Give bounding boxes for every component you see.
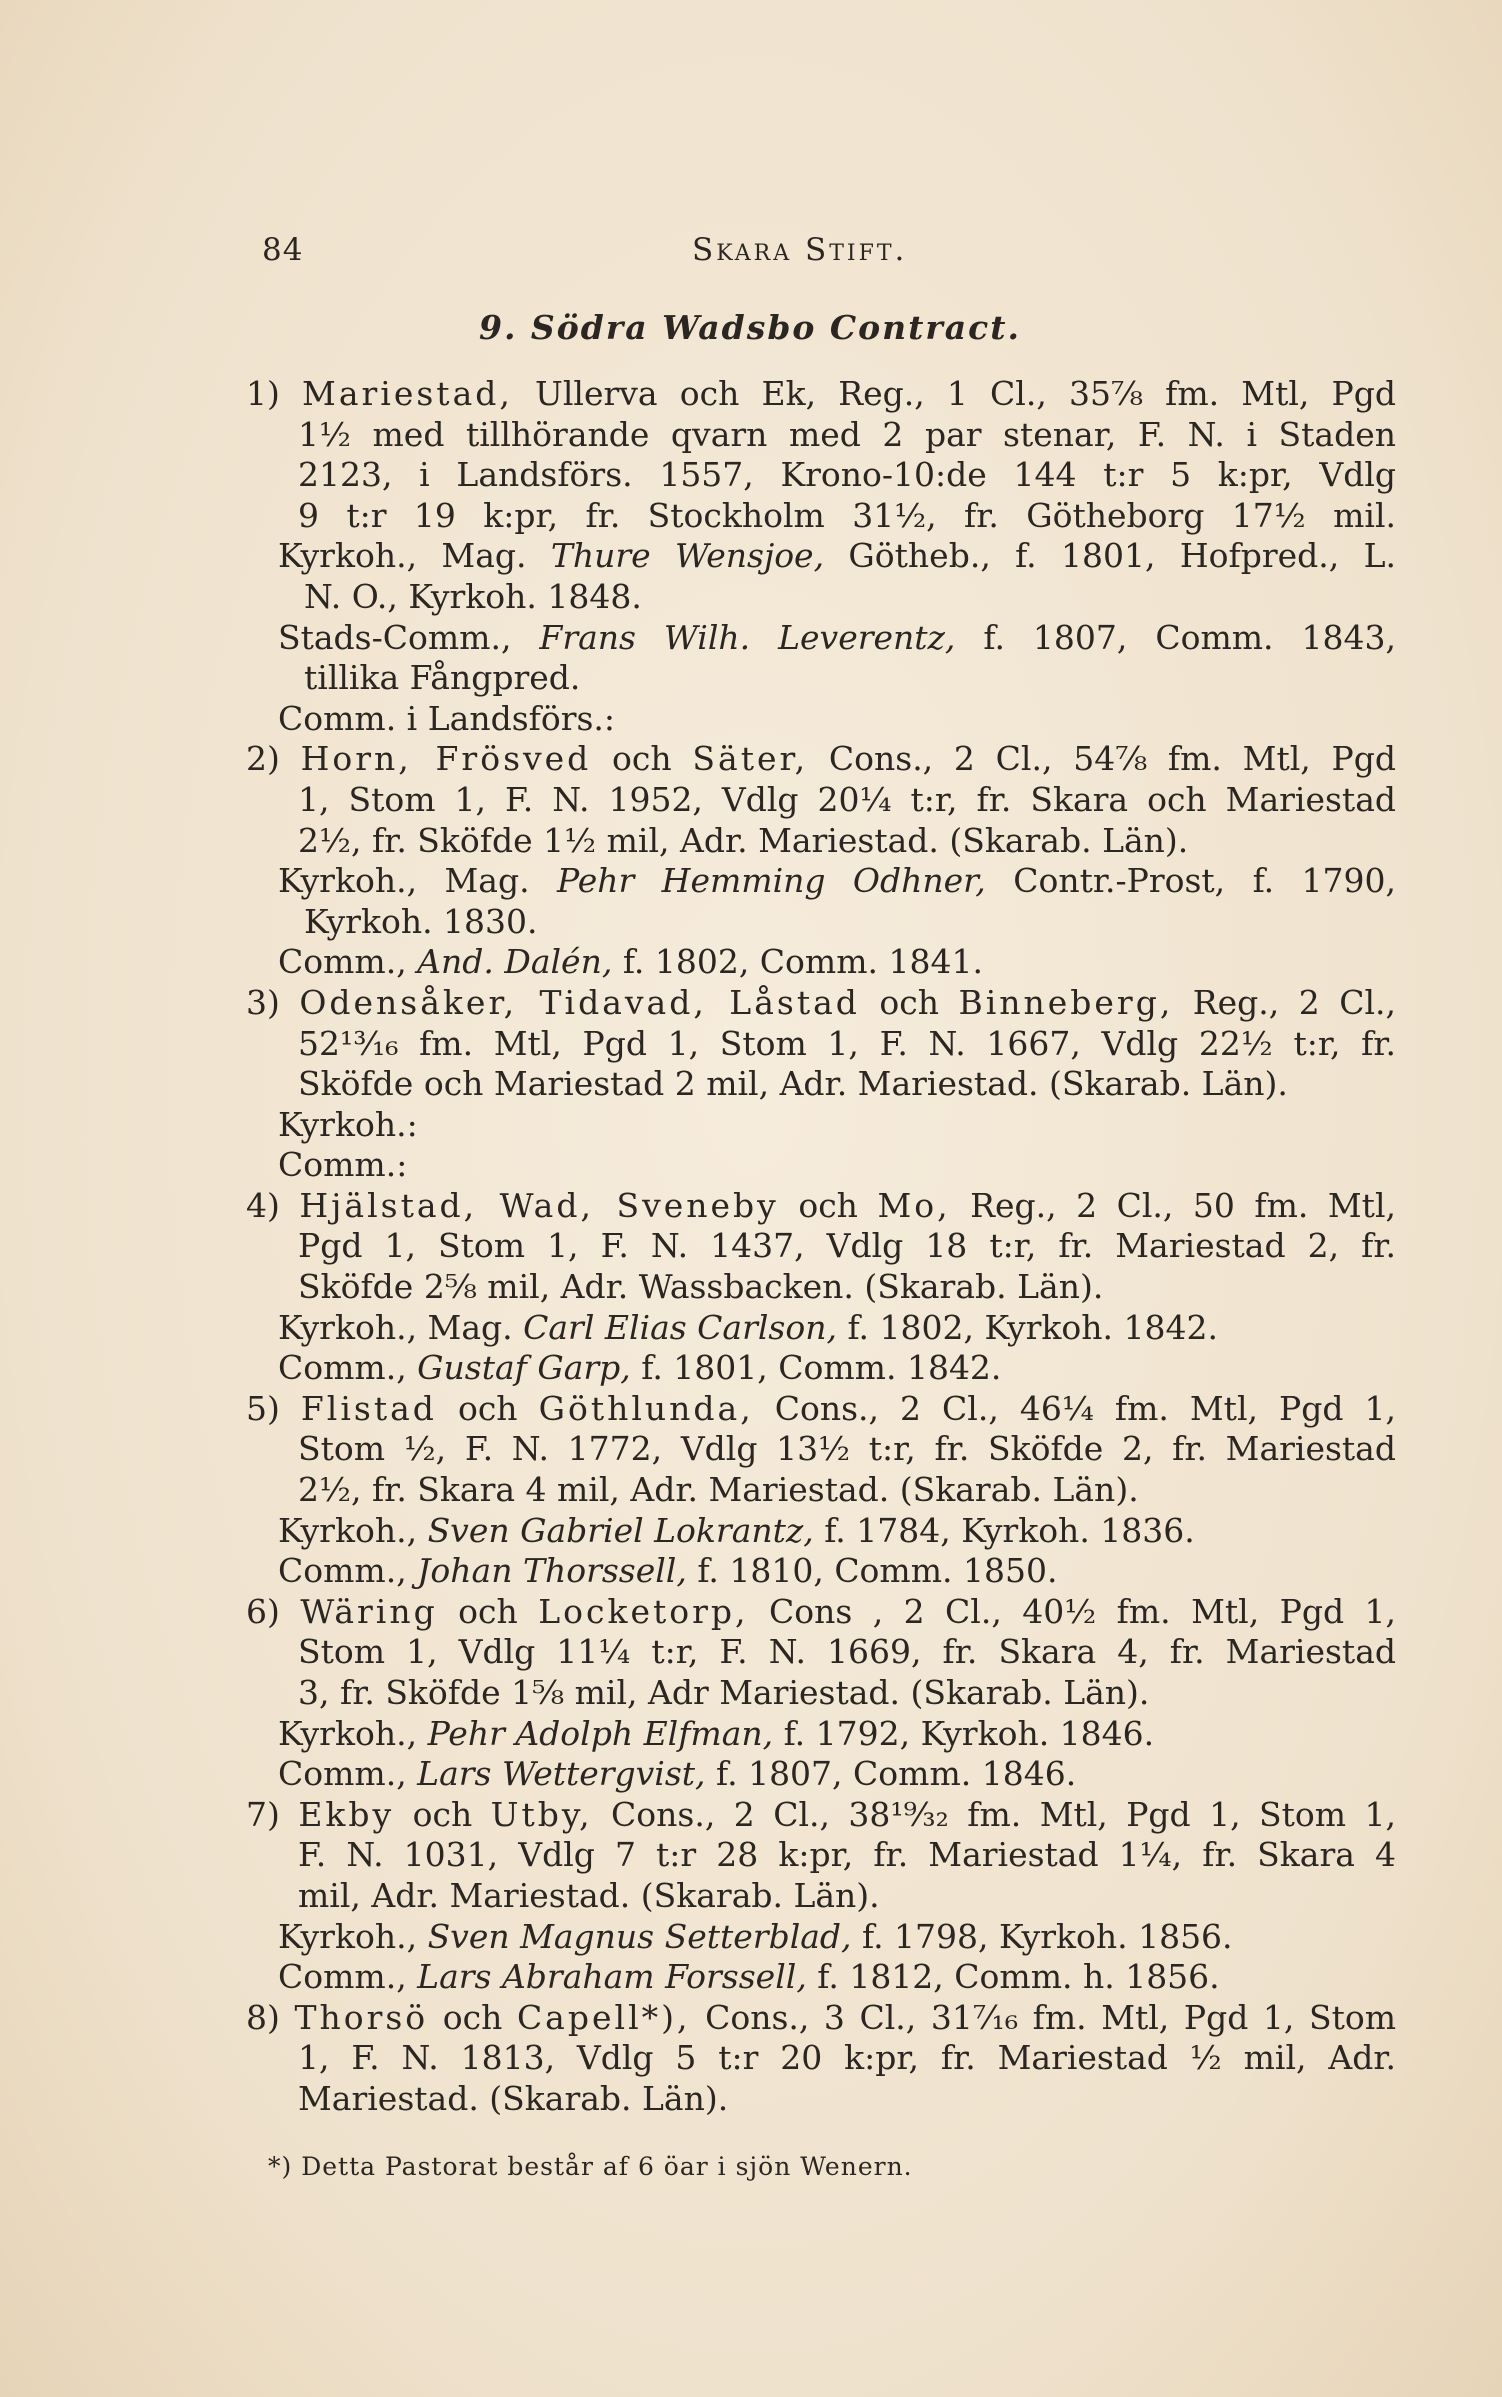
text-run: Mariestad. (Skarab. Län). xyxy=(298,2078,729,2118)
text-run: Stom ½, F. N. 1772, Vdlg 13½ t:r, fr. Sköfde 2, fr. Mariestad xyxy=(298,1429,1396,1469)
text-line xyxy=(246,374,1396,415)
text-run: Comm., xyxy=(278,1551,418,1591)
text-run: Kyrkoh., Mag. xyxy=(278,536,551,576)
person-name: Carl Elias Carlson, xyxy=(523,1307,837,1347)
parish-name: Wäring xyxy=(300,1591,438,1631)
text-run: 2) xyxy=(246,739,301,779)
text-run: och xyxy=(428,1997,517,2037)
section-title: 9. Södra Wadsbo Contract. xyxy=(478,308,1022,347)
text-line xyxy=(246,1389,1396,1430)
text-run: 6) xyxy=(246,1591,301,1631)
text-line xyxy=(246,902,1396,943)
text-run: f. 1807, Comm. 1846. xyxy=(705,1754,1077,1794)
text-line xyxy=(246,699,1396,740)
person-name: Gustaf Garp, xyxy=(417,1348,631,1388)
text-run: Cons., 3 Cl., 31⁷⁄₁₆ fm. Mtl, Pgd 1, Stom xyxy=(690,1997,1396,2037)
text-line xyxy=(246,1226,1396,1267)
text-line xyxy=(246,1673,1396,1714)
person-name: And. Dalén, xyxy=(417,942,613,982)
text-run: 2½, fr. Skara 4 mil, Adr. Mariestad. (Skarab. Län). xyxy=(298,1470,1139,1510)
text-line xyxy=(246,1917,1396,1958)
parish-name: Binneberg, xyxy=(958,982,1174,1022)
text-run: och xyxy=(436,1388,539,1428)
text-run: Comm., xyxy=(278,1957,418,1997)
text-line xyxy=(246,415,1396,456)
text-run: Reg., 2 Cl., 50 fm. Mtl, xyxy=(950,1185,1396,1225)
text-line xyxy=(246,1957,1396,1998)
parish-name: Mo, xyxy=(877,1185,951,1225)
text-line xyxy=(246,577,1396,618)
text-line xyxy=(246,1754,1396,1795)
parish-name: Hjälstad, Wad, Sveneby xyxy=(299,1185,779,1225)
text-run: Comm.: xyxy=(278,1145,408,1185)
text-run: 2123, i Landsförs. 1557, Krono-10:de 144 t:r 5 k:pr, Vdlg xyxy=(298,455,1396,495)
parish-name: Locketorp, xyxy=(538,1591,749,1631)
text-line xyxy=(246,1064,1396,1105)
text-run: Sköfde och Mariestad 2 mil, Adr. Mariestad. (Skarab. Län). xyxy=(298,1064,1288,1104)
text-run: f. 1784, Kyrkoh. 1836. xyxy=(813,1510,1195,1550)
parish-name: Thorsö xyxy=(294,1997,429,2037)
text-run: Sköfde 2⅝ mil, Adr. Wassbacken. (Skarab. Län). xyxy=(298,1267,1104,1307)
text-run: Ullerva och Ek, Reg., 1 Cl., 35⅞ fm. Mtl, Pgd xyxy=(512,374,1396,413)
text-line xyxy=(246,1998,1396,2039)
person-name: Frans Wilh. Leverentz, xyxy=(539,617,956,657)
text-run: Kyrkoh., Mag. xyxy=(278,1307,524,1347)
text-run: Cons , 2 Cl., 40½ fm. Mtl, Pgd 1, xyxy=(748,1591,1396,1631)
text-run: 1, Stom 1, F. N. 1952, Vdlg 20¼ t:r, fr. Skara och Mariestad xyxy=(298,779,1396,819)
text-run: 4) xyxy=(246,1185,300,1225)
text-line xyxy=(246,821,1396,862)
text-run: tillika Fångpred. xyxy=(304,658,581,698)
text-line xyxy=(246,658,1396,699)
text-line xyxy=(246,1795,1396,1836)
parish-name: Mariestad, xyxy=(302,374,513,413)
text-run: Cons., 2 Cl., 54⅞ fm. Mtl, Pgd xyxy=(808,739,1396,779)
text-line xyxy=(246,1511,1396,1552)
text-run: Götheb., f. 1801, Hofpred., L. xyxy=(824,536,1396,576)
running-title: Skara Stift. xyxy=(692,232,908,268)
text-line xyxy=(246,2079,1396,2120)
text-run: 2½, fr. Sköfde 1½ mil, Adr. Mariestad. (Skarab. Län). xyxy=(298,820,1189,860)
text-line xyxy=(246,2038,1396,2079)
text-run: Pgd 1, Stom 1, F. N. 1437, Vdlg 18 t:r, fr. Mariestad 2, fr. xyxy=(298,1226,1396,1266)
text-line xyxy=(246,496,1396,537)
text-run: 8) xyxy=(246,1997,295,2037)
text-run: och xyxy=(591,739,693,779)
text-run: f. 1802, Kyrkoh. 1842. xyxy=(836,1307,1218,1347)
parish-name: Odensåker, Tidavad, Låstad xyxy=(299,982,860,1022)
person-name: Sven Gabriel Lokrantz, xyxy=(427,1510,814,1550)
text-run: f. 1812, Comm. h. 1856. xyxy=(806,1957,1220,1997)
text-line xyxy=(246,1551,1396,1592)
person-name: Johan Thorssell, xyxy=(417,1551,687,1591)
parish-name: Horn, Frösved xyxy=(300,739,592,779)
text-run: Stom 1, Vdlg 11¼ t:r, F. N. 1669, fr. Skara 4, fr. Mariestad xyxy=(298,1632,1396,1672)
text-run: 9 t:r 19 k:pr, fr. Stockholm 31½, fr. Götheborg 17½ mil. xyxy=(298,495,1396,535)
text-run: 3) xyxy=(246,982,300,1022)
text-run: f. 1792, Kyrkoh. 1846. xyxy=(773,1713,1155,1753)
text-line xyxy=(246,983,1396,1024)
parish-name: Ekby xyxy=(298,1794,395,1834)
parish-name: Capell*), xyxy=(516,1997,691,2037)
parish-name: Göthlunda, xyxy=(538,1388,754,1428)
text-run: Comm. i Landsförs.: xyxy=(278,698,616,738)
text-line xyxy=(246,942,1396,983)
text-run: Kyrkoh. 1830. xyxy=(304,901,538,941)
text-line xyxy=(246,1348,1396,1389)
text-run: f. 1798, Kyrkoh. 1856. xyxy=(851,1916,1233,1956)
text-line xyxy=(246,739,1396,780)
text-run: och xyxy=(859,982,959,1022)
text-run: 1, F. N. 1813, Vdlg 5 t:r 20 k:pr, fr. Mariestad ½ mil, Adr. xyxy=(298,2038,1396,2078)
text-run: F. N. 1031, Vdlg 7 t:r 28 k:pr, fr. Mariestad 1¼, fr. Skara 4 xyxy=(298,1835,1396,1875)
text-run: Comm., xyxy=(278,942,418,982)
person-name: Thure Wensjoe, xyxy=(550,536,825,576)
page-body xyxy=(246,374,1396,2120)
text-run: 1½ med tillhörande qvarn med 2 par stenar, F. N. i Staden xyxy=(298,414,1396,454)
text-line xyxy=(246,1105,1396,1146)
text-run: och xyxy=(437,1591,539,1631)
text-run: f. 1801, Comm. 1842. xyxy=(630,1348,1002,1388)
text-run: och xyxy=(778,1185,878,1225)
text-line xyxy=(246,1186,1396,1227)
text-run: Kyrkoh., xyxy=(278,1916,428,1956)
text-line xyxy=(246,1470,1396,1511)
text-line xyxy=(246,1592,1396,1633)
text-run: Kyrkoh., xyxy=(278,1510,428,1550)
text-line xyxy=(246,455,1396,496)
person-name: Pehr Adolph Elfman, xyxy=(427,1713,774,1753)
text-line xyxy=(246,1835,1396,1876)
text-run: 3, fr. Sköfde 1⅝ mil, Adr Mariestad. (Skarab. Län). xyxy=(298,1673,1150,1712)
text-run: Comm., xyxy=(278,1754,418,1794)
text-line xyxy=(246,618,1396,659)
person-name: Pehr Hemming Odhner, xyxy=(556,861,986,901)
text-line xyxy=(246,1429,1396,1470)
text-line xyxy=(246,861,1396,902)
parish-name: Utby, xyxy=(490,1794,593,1834)
text-line xyxy=(246,1145,1396,1186)
text-line xyxy=(246,1876,1396,1917)
text-run: 7) xyxy=(246,1794,299,1834)
running-head xyxy=(262,232,1402,272)
text-line xyxy=(246,1267,1396,1308)
text-line xyxy=(246,1024,1396,1065)
text-run: Cons., 2 Cl., 46¼ fm. Mtl, Pgd 1, xyxy=(753,1388,1396,1428)
parish-name: Flistad xyxy=(300,1388,437,1428)
text-line xyxy=(246,780,1396,821)
page-number: 84 xyxy=(262,232,304,268)
text-run: Kyrkoh., Mag. xyxy=(278,861,557,901)
text-run: och xyxy=(394,1794,491,1834)
text-line xyxy=(246,536,1396,577)
text-line xyxy=(246,1714,1396,1755)
text-line xyxy=(246,1308,1396,1349)
text-run: Stads-Comm., xyxy=(278,617,540,657)
text-run: f. 1802, Comm. 1841. xyxy=(612,942,983,982)
text-run: Cons., 2 Cl., 38¹⁹⁄₃₂ fm. Mtl, Pgd 1, Stom 1, xyxy=(592,1794,1396,1834)
text-run: N. O., Kyrkoh. 1848. xyxy=(304,576,642,616)
text-run: mil, Adr. Mariestad. (Skarab. Län). xyxy=(298,1875,880,1915)
text-run: 1) xyxy=(246,374,303,413)
person-name: Lars Abraham Forssell, xyxy=(417,1957,807,1997)
text-run: 5) xyxy=(246,1388,301,1428)
text-run: 52¹³⁄₁₆ fm. Mtl, Pgd 1, Stom 1, F. N. 1667, Vdlg 22½ t:r, fr. xyxy=(298,1023,1396,1063)
text-run: Comm., xyxy=(278,1348,418,1388)
text-line xyxy=(246,1632,1396,1673)
person-name: Sven Magnus Setterblad, xyxy=(427,1916,852,1956)
footnote: *) Detta Pastorat består af 6 öar i sjön Wenern. xyxy=(268,2152,913,2181)
text-run: Kyrkoh., xyxy=(278,1713,428,1753)
text-run: Contr.-Prost, f. 1790, xyxy=(985,861,1396,901)
text-run: Kyrkoh.: xyxy=(278,1104,418,1144)
text-run: f. 1810, Comm. 1850. xyxy=(686,1551,1058,1591)
text-run: Reg., 2 Cl., xyxy=(1173,982,1396,1022)
text-run: f. 1807, Comm. 1843, xyxy=(955,617,1396,657)
person-name: Lars Wettergvist, xyxy=(417,1754,706,1794)
parish-name: Säter, xyxy=(692,739,809,779)
